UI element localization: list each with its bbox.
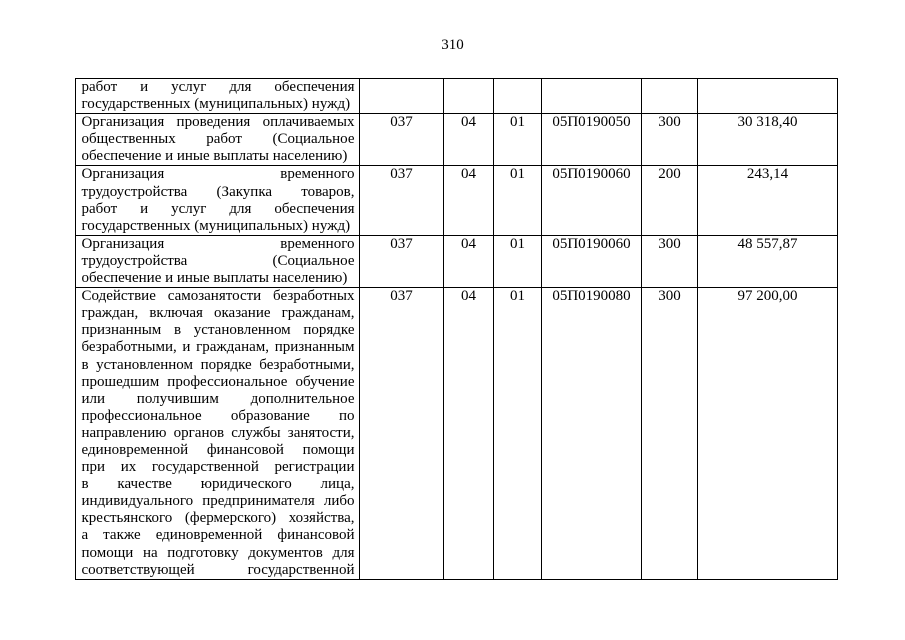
cell-amount: 97 200,00 — [698, 288, 838, 580]
cell-section — [444, 79, 494, 114]
description-line: признанным в установленном порядке — [81, 322, 355, 339]
description-line: единовременной финансовой помощи — [81, 441, 355, 458]
description-line: работ и услуг для обеспечения — [81, 200, 355, 217]
cell-description — [76, 114, 360, 166]
cell-target-item: 05П0190060 — [542, 166, 642, 235]
budget-table — [75, 78, 838, 580]
cell-admin-code: 037 — [360, 166, 444, 235]
description-line: соответствующей государственной — [81, 561, 355, 578]
description-line: обеспечение и иные выплаты населению) — [81, 148, 348, 165]
description-line: направлению органов службы занятости, — [81, 424, 355, 441]
description-line: при их государственной регистрации — [81, 459, 355, 476]
table-row — [76, 235, 838, 287]
cell-expense-type: 300 — [642, 114, 698, 166]
description-line: Организация временного — [81, 166, 355, 183]
cell-description — [76, 166, 360, 235]
description-line: Организация проведения оплачиваемых — [81, 114, 355, 131]
cell-section: 04 — [444, 288, 494, 580]
description-line: в установленном порядке безработными, — [81, 356, 355, 373]
description-line: крестьянского (фермерского) хозяйства, — [81, 510, 355, 527]
description-line: помощи на подготовку документов для — [81, 544, 355, 561]
description-line: безработными, и гражданам, признанным — [81, 339, 355, 356]
cell-section: 04 — [444, 235, 494, 287]
cell-admin-code: 037 — [360, 235, 444, 287]
description-line: индивидуального предпринимателя либо — [81, 493, 355, 510]
description-line: или получившим дополнительное — [81, 390, 355, 407]
cell-expense-type: 300 — [642, 235, 698, 287]
cell-amount: 48 557,87 — [698, 235, 838, 287]
description-line: трудоустройства (Социальное — [81, 252, 355, 269]
table-row — [76, 288, 838, 580]
description-line: работ и услуг для обеспечения — [81, 79, 355, 95]
cell-subsection: 01 — [494, 235, 542, 287]
table-row — [76, 166, 838, 235]
cell-amount: 243,14 — [698, 166, 838, 235]
cell-admin-code — [360, 79, 444, 114]
cell-description — [76, 288, 360, 580]
description-line: трудоустройства (Закупка товаров, — [81, 183, 355, 200]
cell-target-item: 05П0190080 — [542, 288, 642, 580]
cell-subsection: 01 — [494, 114, 542, 166]
description-line: государственных (муниципальных) нужд) — [81, 217, 351, 234]
description-line: прошедшим профессиональное обучение — [81, 373, 355, 390]
cell-section: 04 — [444, 166, 494, 235]
cell-expense-type: 300 — [642, 288, 698, 580]
cell-target-item: 05П0190060 — [542, 235, 642, 287]
cell-target-item — [542, 79, 642, 114]
description-line: Содействие самозанятости безработных — [81, 288, 355, 305]
cell-description — [76, 235, 360, 287]
description-line: а также единовременной финансовой — [81, 527, 355, 544]
cell-expense-type — [642, 79, 698, 114]
description-line: государственных (муниципальных) нужд) — [81, 96, 351, 113]
description-line: в качестве юридического лица, — [81, 476, 355, 493]
description-line: обеспечение и иные выплаты населению) — [81, 270, 348, 287]
cell-expense-type: 200 — [642, 166, 698, 235]
cell-subsection: 01 — [494, 288, 542, 580]
cell-admin-code: 037 — [360, 114, 444, 166]
table-row — [76, 114, 838, 166]
cell-target-item: 05П0190050 — [542, 114, 642, 166]
page-number: 310 — [441, 37, 464, 53]
description-line: профессиональное образование по — [81, 407, 355, 424]
description-line: общественных работ (Социальное — [81, 131, 355, 148]
description-line: Организация временного — [81, 235, 355, 252]
cell-section: 04 — [444, 114, 494, 166]
cell-subsection: 01 — [494, 166, 542, 235]
cell-subsection — [494, 79, 542, 114]
description-line: граждан, включая оказание гражданам, — [81, 305, 355, 322]
cell-amount — [698, 79, 838, 114]
table-row — [76, 79, 838, 114]
cell-description — [76, 79, 360, 114]
cell-admin-code: 037 — [360, 288, 444, 580]
cell-amount: 30 318,40 — [698, 114, 838, 166]
